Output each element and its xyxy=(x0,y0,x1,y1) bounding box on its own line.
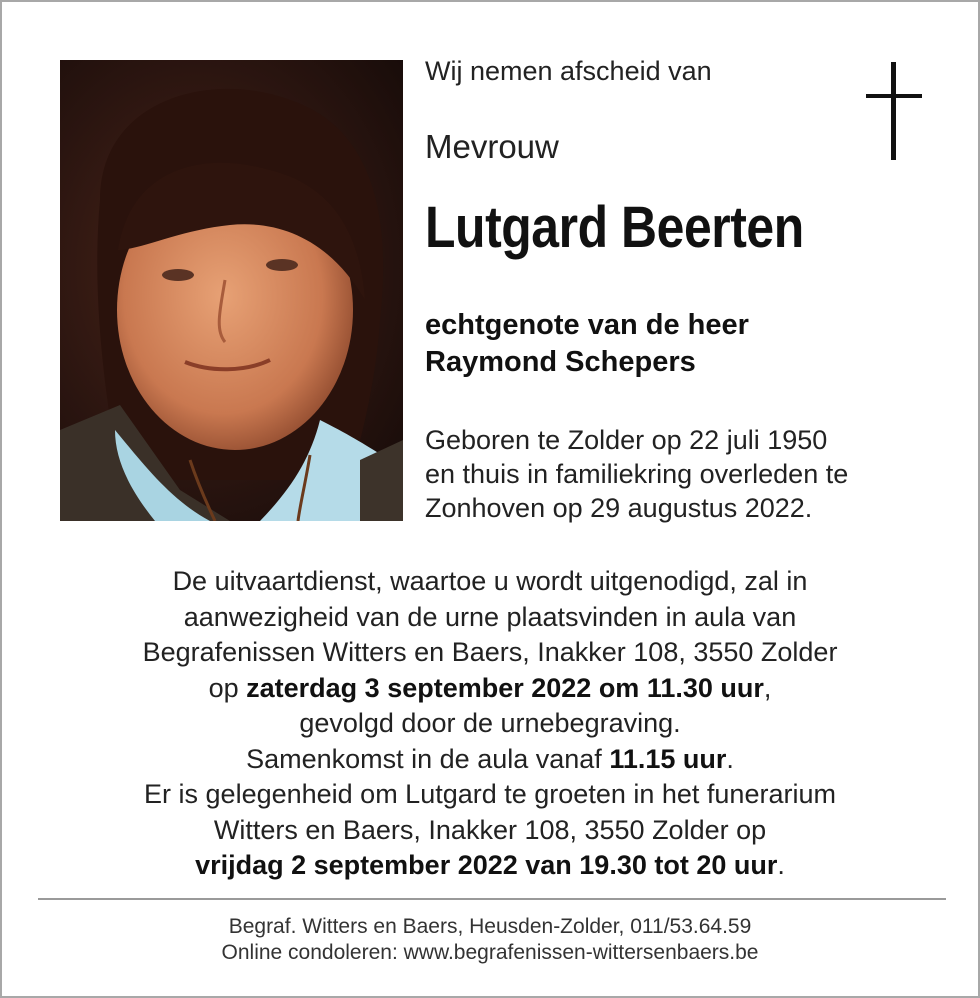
service-line-4-prefix: op xyxy=(208,672,247,703)
spouse-block xyxy=(425,307,749,381)
honorific-title: Mevrouw xyxy=(425,128,559,165)
footer xyxy=(32,914,948,966)
birth-death-block xyxy=(425,423,848,525)
funeral-home-contact: Begraf. Witters en Baers, Heusden-Zolder, 011/53.64.59 xyxy=(228,915,752,938)
service-line-2: aanwezigheid van de urne plaatsvinden in aula van xyxy=(183,601,797,632)
service-line-4-suffix: , xyxy=(763,672,772,703)
service-line-4 xyxy=(32,671,948,707)
service-line-8: Witters en Baers, Inakker 108, 3550 Zolder op xyxy=(213,814,767,845)
deceased-name: Lutgard Beerten xyxy=(425,195,804,260)
service-date-time: zaterdag 3 september 2022 om 11.30 uur xyxy=(246,672,764,703)
spouse-line-1: echtgenote van de heer xyxy=(425,309,749,341)
birth-line-1: Geboren te Zolder op 22 juli 1950 xyxy=(425,425,828,455)
service-details xyxy=(32,564,948,884)
online-condolence-link[interactable]: Online condoleren: www.begrafenissen-wittersenbaers.be xyxy=(221,941,759,964)
birth-line-3: Zonhoven op 29 augustus 2022. xyxy=(425,493,813,523)
gathering-time: 11.15 uur xyxy=(609,743,727,774)
birth-line-2: en thuis in familiekring overleden te xyxy=(425,459,849,489)
cross-icon xyxy=(866,62,922,162)
spouse-line-2: Raymond Schepers xyxy=(425,346,696,378)
portrait-photo xyxy=(60,60,403,521)
service-line-1: De uitvaartdienst, waartoe u wordt uitgenodigd, zal in xyxy=(172,566,808,596)
service-line-6-prefix: Samenkomst in de aula vanaf xyxy=(246,743,610,774)
visitation-date-time: vrijdag 2 september 2022 van 19.30 tot 20 uur xyxy=(195,850,778,880)
service-line-6 xyxy=(32,742,948,778)
footer-divider xyxy=(38,898,946,900)
service-line-5: gevolgd door de urnebegraving. xyxy=(299,708,681,738)
service-line-7: Er is gelegenheid om Lutgard te groeten in het funerarium xyxy=(144,779,836,809)
portrait-illustration xyxy=(60,60,403,521)
service-line-3: Begrafenissen Witters en Baers, Inakker 108, 3550 Zolder xyxy=(142,637,838,667)
intro-text: Wij nemen afscheid van xyxy=(425,56,712,86)
service-line-6-suffix: . xyxy=(726,743,734,774)
service-line-9-suffix: . xyxy=(777,850,785,880)
service-line-9 xyxy=(32,848,948,884)
